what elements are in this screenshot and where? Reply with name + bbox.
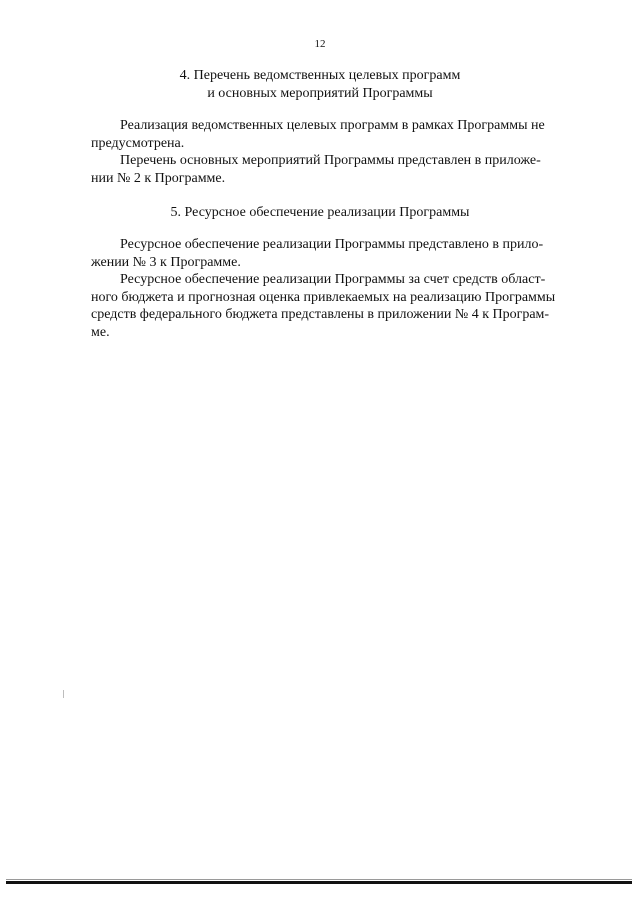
section-4-paragraph-2 bbox=[91, 152, 576, 187]
paragraph-line: Ресурсное обеспечение реализации Программы за счет средств област- bbox=[120, 272, 546, 287]
paragraph-line: нии № 2 к Программе. bbox=[91, 170, 226, 186]
section-4-paragraph-1 bbox=[91, 117, 576, 152]
paragraph-line: ме. bbox=[91, 324, 110, 340]
page-number: 12 bbox=[314, 38, 326, 50]
paragraph-line: Ресурсное обеспечение реализации Программы представлено в прило- bbox=[120, 237, 544, 252]
section-5-heading-line: 5. Ресурсное обеспечение реализации Программы bbox=[170, 205, 470, 220]
paragraph-line: средств федерального бюджета представлены в приложении № 4 к Програм- bbox=[91, 307, 550, 322]
section-5-heading bbox=[0, 204, 640, 222]
paragraph-line: Реализация ведомственных целевых программ в рамках Программы не bbox=[120, 118, 545, 133]
section-4-heading-line-2: и основных мероприятий Программы bbox=[207, 86, 433, 101]
scan-mark bbox=[63, 690, 64, 698]
section-4-heading-line-1: 4. Перечень ведомственных целевых программ bbox=[179, 68, 461, 83]
section-4-heading bbox=[0, 67, 640, 103]
paragraph-line: ного бюджета и прогнозная оценка привлекаемых на реализацию Программы bbox=[91, 289, 556, 305]
paragraph-line: предусмотрена. bbox=[91, 135, 185, 151]
section-5-paragraph-2 bbox=[91, 271, 576, 341]
paragraph-line: Перечень основных мероприятий Программы представлен в приложе- bbox=[120, 153, 541, 168]
bottom-rule bbox=[6, 881, 632, 884]
section-5-paragraph-1 bbox=[91, 236, 576, 271]
bottom-rule-shadow bbox=[6, 879, 632, 880]
paragraph-line: жении № 3 к Программе. bbox=[91, 254, 241, 270]
